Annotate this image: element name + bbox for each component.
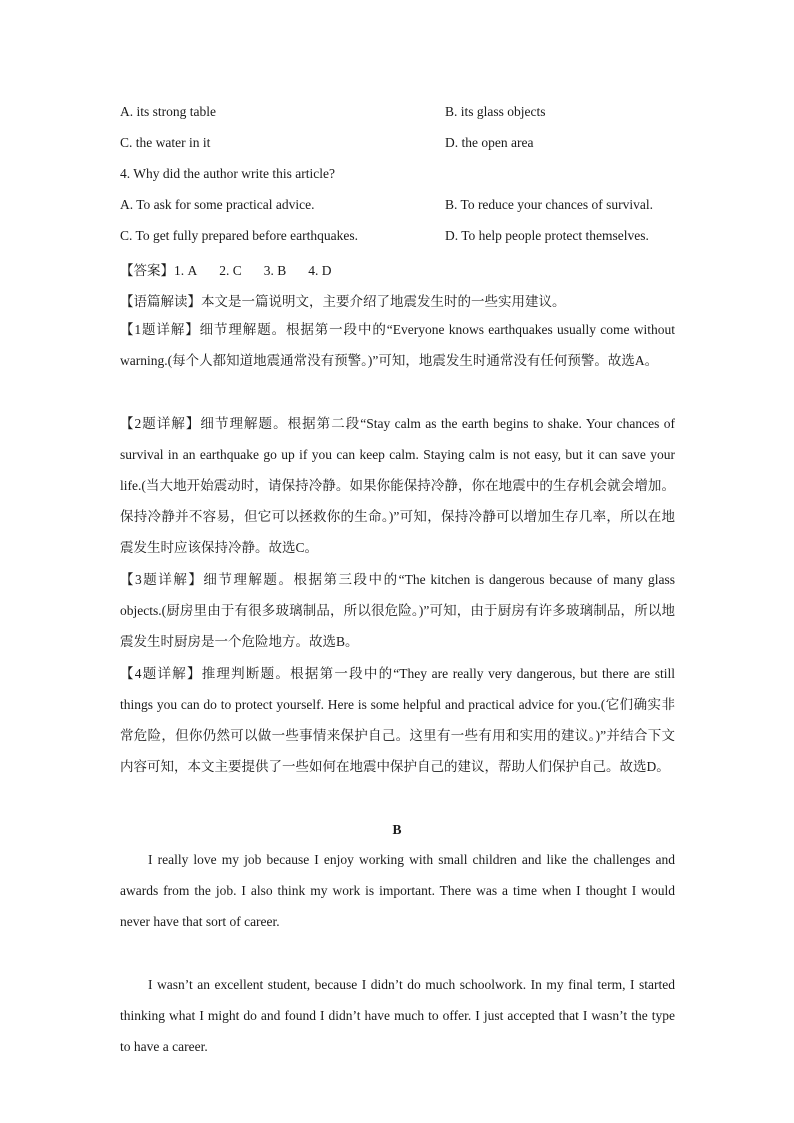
reading-summary: 【语篇解读】本文是一篇说明文，主要介绍了地震发生时的一些实用建议。: [120, 294, 566, 309]
section-heading-b: B: [392, 822, 402, 837]
q4-option-d: D. To help people protect themselves.: [445, 228, 649, 243]
q1-explanation: 【1题详解】细节理解题。根据第一段中的“Everyone knows earthquakes usually come without warning.(每个人都知道地震通常没有预警。)”可知，地震发生时通常没有任何预警。故选A。: [120, 322, 675, 368]
q4-stem: 4. Why did the author write this article?: [120, 166, 335, 181]
answer-item: 3. B: [263, 263, 287, 278]
q4-option-c: C. To get fully prepared before earthquakes.: [120, 228, 358, 243]
q3-option-a: A. its strong table: [120, 104, 216, 119]
q4-option-a: A. To ask for some practical advice.: [120, 197, 315, 212]
q4-explanation: 【4题详解】推理判断题。根据第一段中的“They are really very dangerous, but there are still things you can do to protect yourself. Here is some helpful and practical advice for you.(它们确实非常危险，但你仍然可以做一些事情来保护自己。这里有一些有用和实用的建议。)”并结合下文内容可知，本文主要提供了一些如何在地震中保护自己的建议，帮助人们保护自己。故选D。: [120, 666, 675, 774]
passage-paragraph-1: I really love my job because I enjoy working with small children and like the challenges and awards from the job. I also think my work is important. There was a time when I thought I would never have that sort of career.: [120, 852, 675, 929]
q3-option-c: C. the water in it: [120, 135, 211, 150]
answer-item: 2. C: [219, 263, 242, 278]
q3-option-b: B. its glass objects: [445, 104, 546, 119]
q4-option-b: B. To reduce your chances of survival.: [445, 197, 653, 212]
q3-explanation: 【3题详解】细节理解题。根据第三段中的“The kitchen is dangerous because of many glass objects.(厨房里由于有很多玻璃制品，所以很危险。)”可知，由于厨房有许多玻璃制品，所以地震发生时厨房是一个危险地方。故选B。: [120, 572, 675, 649]
q2-explanation: 【2题详解】细节理解题。根据第二段“Stay calm as the earth begins to shake. Your chances of survival in an earthquake go up if you can keep calm. Staying calm is not easy, but it can save your life.(当大地开始震动时，请保持冷静。如果你能保持冷静，你在地震中的生存机会就会增加。保持冷静并不容易，但它可以拯救你的生命。)”可知，保持冷静可以增加生存几率，所以在地震发生时应该保持冷静。故选C。: [120, 416, 675, 555]
passage-paragraph-2: I wasn’t an excellent student, because I didn’t do much schoolwork. In my final term, I started thinking what I might do and found I didn’t have much to offer. I just accepted that I wasn’t the type to have a career.: [120, 977, 675, 1054]
q3-option-d: D. the open area: [445, 135, 534, 150]
answer-key: [120, 259, 354, 279]
answer-item: 1. A: [174, 263, 198, 278]
answer-item: 4. D: [308, 263, 332, 278]
answer-label: 【答案】: [120, 263, 174, 278]
